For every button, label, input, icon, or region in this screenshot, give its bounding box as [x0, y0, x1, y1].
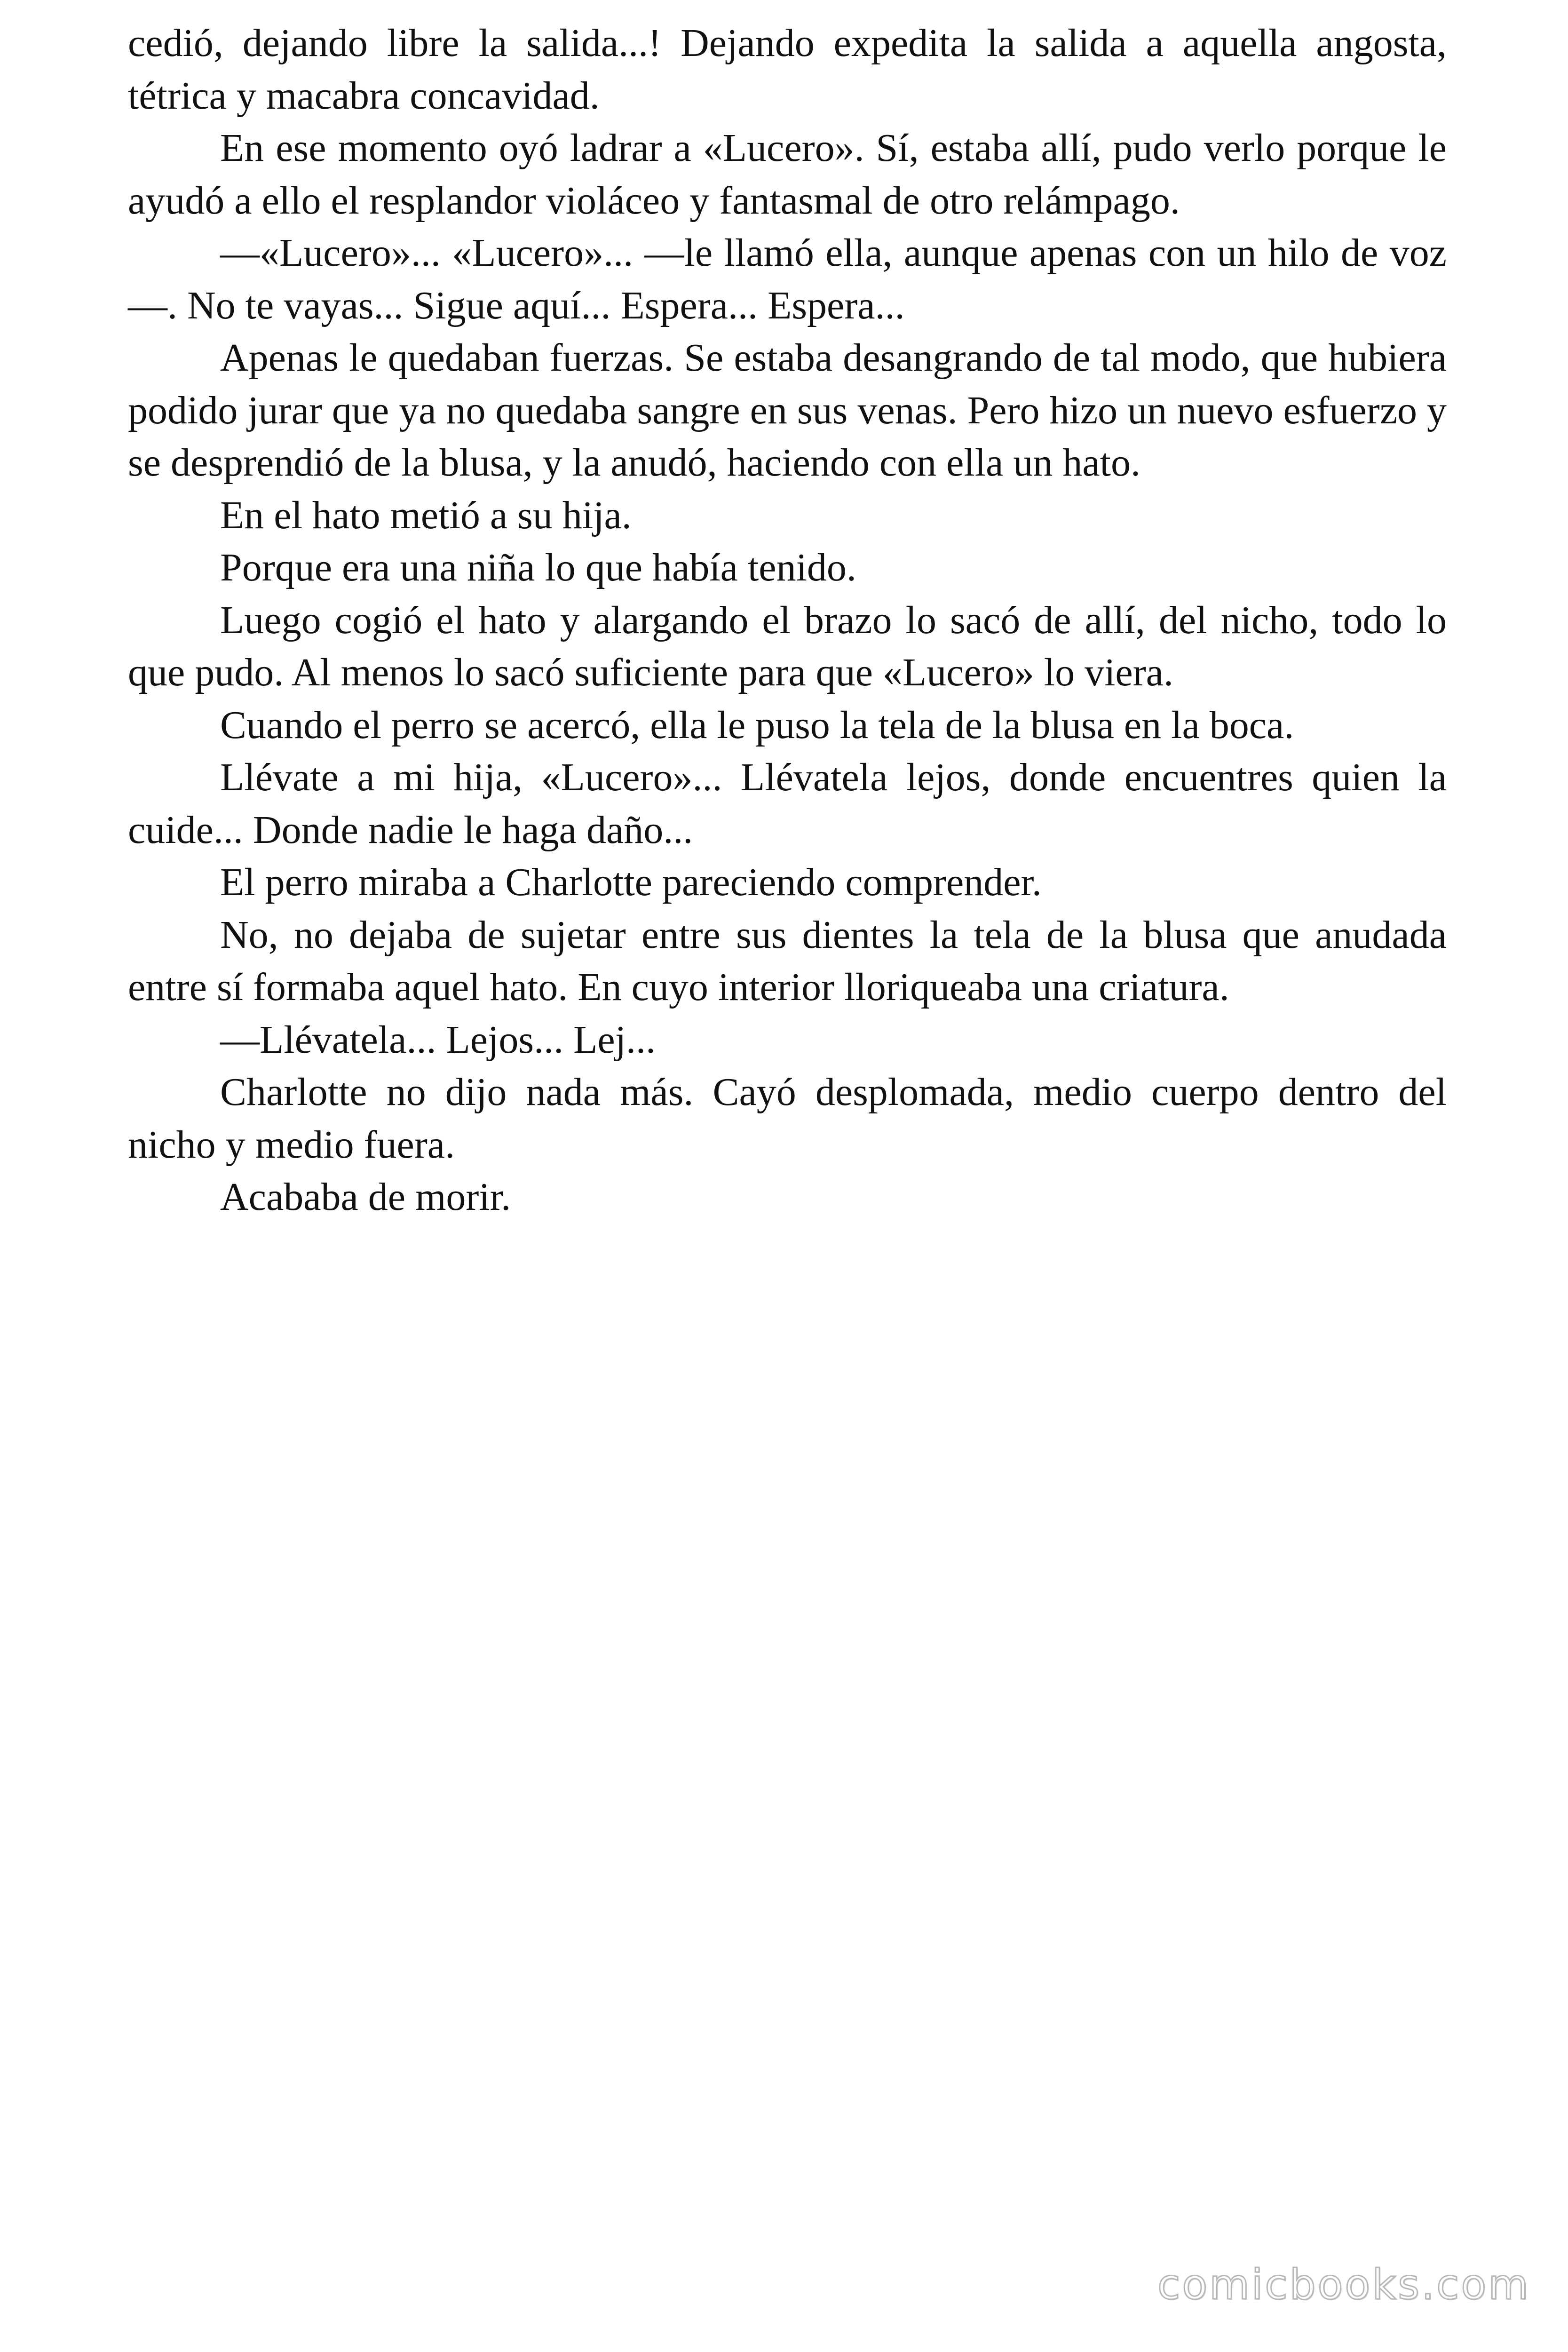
page-body: [128, 17, 1447, 1224]
paragraph: En ese momento oyó ladrar a «Lucero». Sí, estaba allí, pudo verlo porque le ayudó a ello el resplandor violáceo y fantasmal de otro relámpago.: [128, 126, 1447, 222]
paragraph: —Llévatela... Lejos... Lej...: [220, 1017, 656, 1062]
paragraph: —«Lucero»... «Lucero»... —le llamó ella, aunque apenas con un hilo de voz—. No te vayas... Sigue aquí... Espera... Espera...: [128, 231, 1447, 327]
watermark: comicbooks.com: [1157, 2260, 1530, 2309]
paragraph: Apenas le quedaban fuerzas. Se estaba desangrando de tal modo, que hubiera podido jurar que ya no quedaba sangre en sus venas. Pero hizo un nuevo esfuerzo y se desprendió de la blusa, y la anudó, haciendo con ella un hato.: [128, 336, 1447, 485]
paragraph: En el hato metió a su hija.: [220, 493, 632, 537]
paragraph: Charlotte no dijo nada más. Cayó desplomada, medio cuerpo dentro del nicho y medio fuera.: [128, 1070, 1447, 1167]
paragraph: Acababa de morir.: [220, 1175, 511, 1219]
paragraph: El perro miraba a Charlotte pareciendo comprender.: [220, 860, 1042, 904]
paragraph: No, no dejaba de sujetar entre sus dientes la tela de la blusa que anudada entre sí formaba aquel hato. En cuyo interior lloriqueaba una criatura.: [128, 913, 1447, 1009]
paragraph: Cuando el perro se acercó, ella le puso la tela de la blusa en la boca.: [220, 703, 1294, 747]
paragraph: Luego cogió el hato y alargando el brazo lo sacó de allí, del nicho, todo lo que pudo. Al menos lo sacó suficiente para que «Lucero» lo viera.: [128, 598, 1447, 694]
paragraph: Porque era una niña lo que había tenido.: [220, 546, 856, 589]
paragraph: Llévate a mi hija, «Lucero»... Llévatela lejos, donde encuentres quien la cuide... Donde nadie le haga daño...: [128, 755, 1447, 852]
paragraph: cedió, dejando libre la salida...! Dejando expedita la salida a aquella angosta, tétrica y macabra concavidad.: [128, 21, 1447, 118]
